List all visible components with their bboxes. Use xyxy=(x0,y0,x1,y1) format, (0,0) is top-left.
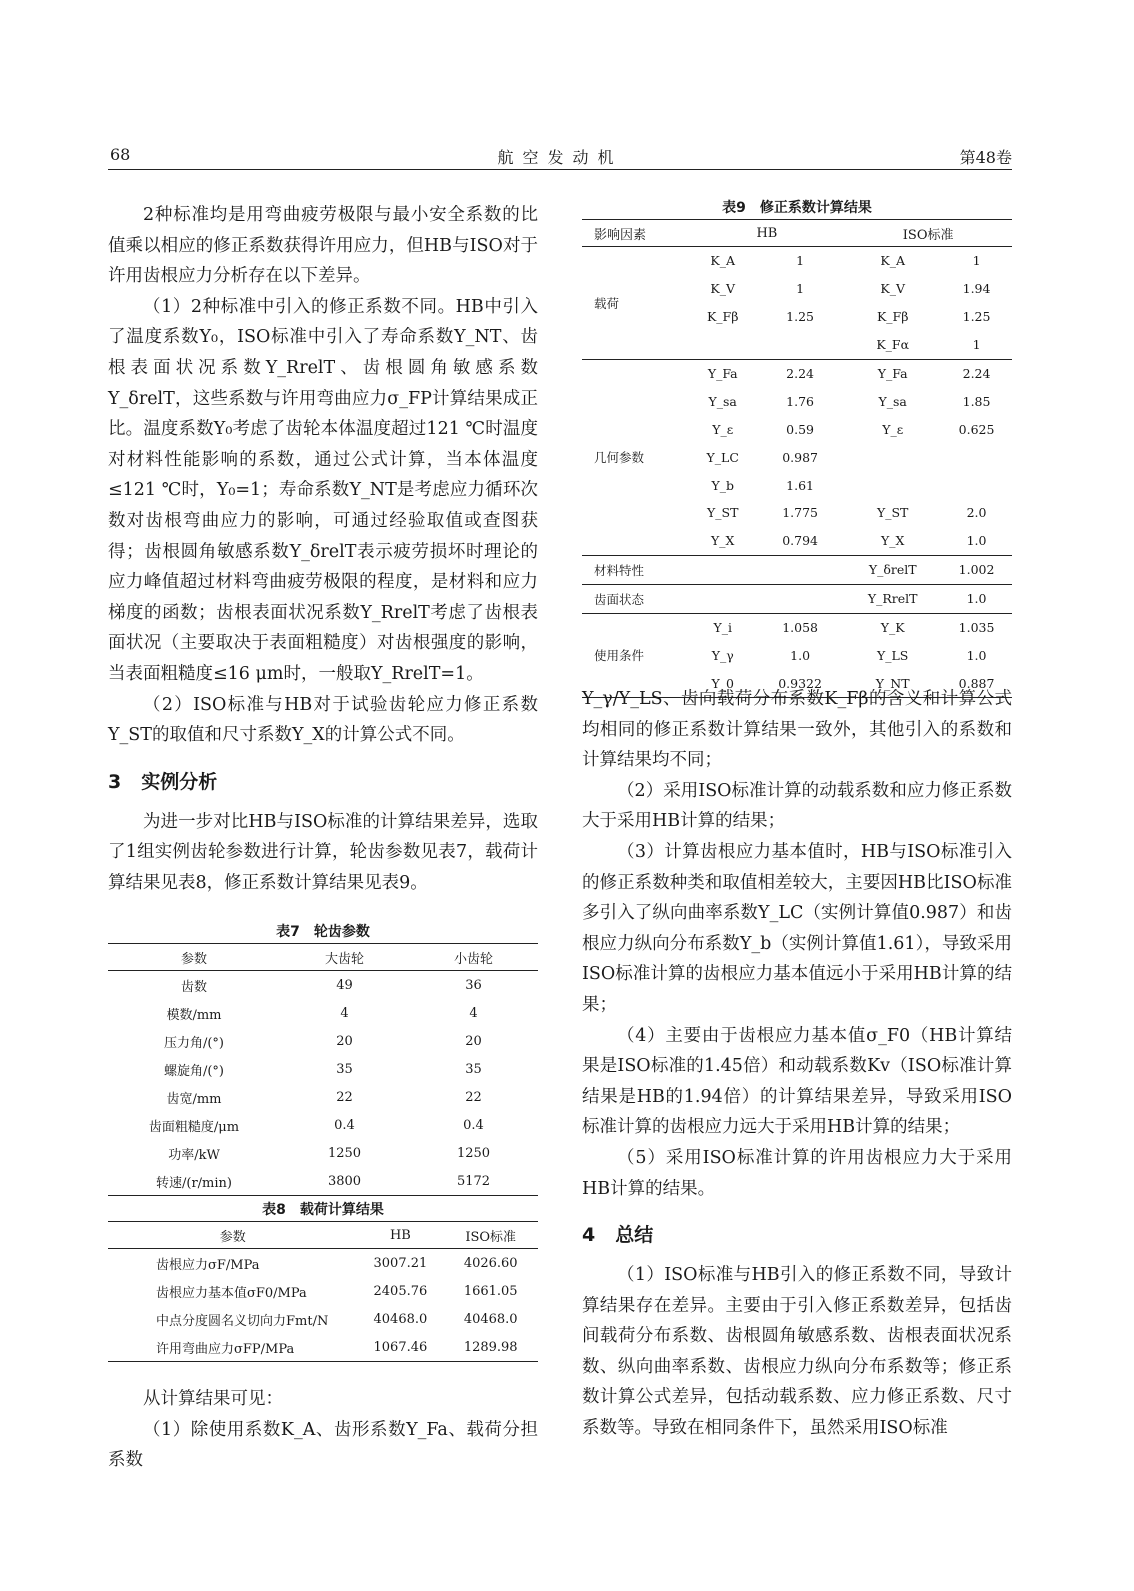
table-cell xyxy=(844,443,941,471)
table-cell: 1.76 xyxy=(786,393,815,409)
table-cell: K_Fβ xyxy=(706,309,739,325)
table-9 xyxy=(582,197,1012,698)
table-row xyxy=(108,1111,538,1139)
table-cell: 1250 xyxy=(456,1145,491,1161)
table-row xyxy=(108,1083,538,1111)
table-cell: 许用弯曲应力σFP/MPa xyxy=(108,1333,357,1362)
page-number: 68 xyxy=(110,145,131,164)
column-header: HB xyxy=(357,1222,443,1249)
table-cell: 压力角/(°) xyxy=(163,1035,225,1051)
left-column-tail xyxy=(108,1384,538,1476)
table-cell: 1.85 xyxy=(962,393,991,409)
table-cell: Y_b xyxy=(711,477,734,493)
table-title: 表7 轮齿参数 xyxy=(276,924,370,940)
table-cell: K_V xyxy=(880,281,905,297)
paragraph: （1）除使用系数K_A、齿形系数Y_Fa、载荷分担系数 xyxy=(108,1419,538,1471)
table-cell: 36 xyxy=(465,977,482,993)
paragraph: （2）ISO标准与HB对于试验齿轮应力修正系数Y_ST的取值和尺寸系数Y_X的计算公式不同。 xyxy=(108,694,538,746)
table-cell: 3007.21 xyxy=(373,1255,428,1271)
table-cell: 齿根应力σF/MPa xyxy=(156,1257,260,1273)
table-cell: 齿宽/mm xyxy=(166,1091,222,1107)
table-title: 表8 载荷计算结果 xyxy=(262,1202,384,1218)
table-cell: 0.4 xyxy=(463,1117,484,1133)
column-header: ISO标准 xyxy=(844,220,1012,247)
table-cell: 模数/mm xyxy=(166,1007,222,1023)
table-cell: 1.0 xyxy=(790,647,811,663)
table-cell: 22 xyxy=(336,1089,353,1105)
table-row xyxy=(108,1277,538,1305)
table-row xyxy=(582,247,1012,275)
group-label: 几何参数 xyxy=(582,359,690,555)
table-cell: 0.887 xyxy=(941,669,1012,697)
table-cell: 3800 xyxy=(280,1167,409,1196)
table-row xyxy=(108,1167,538,1196)
table-cell: 4 xyxy=(340,1005,349,1021)
section-heading: 4 总结 xyxy=(582,1224,654,1247)
table-cell: 1.002 xyxy=(941,555,1012,584)
table-cell: Y_ST xyxy=(876,505,909,521)
table-cell: Y_K xyxy=(844,613,941,641)
table-cell: Y_i xyxy=(690,613,756,641)
table-cell xyxy=(756,555,844,584)
table-cell: Y_γ xyxy=(711,647,734,663)
table-cell xyxy=(690,331,756,359)
right-column xyxy=(582,684,1012,1444)
table-cell: 1 xyxy=(796,253,805,269)
table-cell: Y_ε xyxy=(712,421,734,437)
table-cell: 1 xyxy=(972,253,981,269)
paragraph: （2）采用ISO标准计算的动载系数和应力修正系数大于采用HB计算的结果； xyxy=(582,780,1012,832)
table-cell: 1.25 xyxy=(962,309,991,325)
table-cell: 0.59 xyxy=(786,421,815,437)
table-8 xyxy=(108,1199,538,1362)
paragraph: （3）计算齿根应力基本值时，HB与ISO标准引入的修正系数种类和取值相差较大，主要因HB比ISO标准多引入了纵向曲率系数Y_LC（实例计算值0.987）和齿根应力纵向分布系数Y_b（实例计算值1.61），导致采用ISO标准计算的齿根应力基本值远小于采用HB计算的结果； xyxy=(582,841,1012,1015)
group-label: 使用条件 xyxy=(582,613,690,698)
table-row xyxy=(582,613,1012,641)
table-cell: 4 xyxy=(469,1005,478,1021)
table-cell: 齿面粗糙度/μm xyxy=(148,1119,240,1135)
table-row xyxy=(108,1139,538,1167)
table-cell: 2.24 xyxy=(941,359,1012,387)
table-cell: Y_X xyxy=(711,533,735,549)
table-cell: 0.4 xyxy=(334,1117,355,1133)
group-label: 材料特性 xyxy=(582,555,690,584)
table-cell: 0.794 xyxy=(782,533,818,549)
table-cell: K_Fβ xyxy=(876,309,909,325)
paragraph: （5）采用ISO标准计算的许用齿根应力大于采用HB计算的结果。 xyxy=(582,1147,1012,1199)
table-row xyxy=(108,1055,538,1083)
paragraph: 从计算结果可见： xyxy=(143,1389,283,1409)
table-row xyxy=(108,971,538,1000)
table-cell: 2.24 xyxy=(756,359,844,387)
table-cell: 齿根应力基本值σF0/MPa xyxy=(156,1285,307,1301)
group-label: 载荷 xyxy=(594,295,620,311)
table-row xyxy=(108,1249,538,1278)
table-cell: K_Fα xyxy=(876,337,910,353)
table-cell: 22 xyxy=(465,1089,482,1105)
table-row xyxy=(582,555,1012,584)
table-7 xyxy=(108,921,538,1196)
running-header xyxy=(108,143,1012,170)
table-cell xyxy=(756,584,844,613)
table-cell: 1.25 xyxy=(786,309,815,325)
table-cell: 35 xyxy=(336,1061,353,1077)
table-cell: K_A xyxy=(710,253,736,269)
table-cell: 2405.76 xyxy=(373,1283,428,1299)
table-cell: Y_NT xyxy=(844,669,941,697)
table-cell: Y_RrelT xyxy=(844,584,941,613)
table-cell: 1250 xyxy=(327,1145,362,1161)
table-row xyxy=(108,1333,538,1362)
table-cell: 中点分度圆名义切向力Fmt/N xyxy=(156,1313,329,1329)
table-cell: Y_δrelT xyxy=(844,555,941,584)
table-cell: Y_X xyxy=(880,533,905,549)
table-cell: 1067.46 xyxy=(357,1333,443,1362)
group-label: 齿面状态 xyxy=(582,584,690,613)
paragraph: 2种标准均是用弯曲疲劳极限与最小安全系数的比值乘以相应的修正系数获得许用应力，但HB与ISO对于许用齿根应力分析存在以下差异。 xyxy=(108,205,538,287)
table-cell: 20 xyxy=(336,1033,353,1049)
table-cell xyxy=(756,331,844,359)
table-cell: 功率/kW xyxy=(168,1147,220,1163)
column-header: 影响因素 xyxy=(582,220,690,247)
paragraph: （1）2种标准中引入的修正系数不同。HB中引入了温度系数Y₀，ISO标准中引入了寿命系数Y_NT、齿根表面状况系数Y_RrelT、齿根圆角敏感系数Y_δrelT，这些系数与许用弯曲应力σ_FP计算结果成正比。温度系数Y₀考虑了齿轮本体温度超过121 ℃时温度对材料性能影响的系数，通过公式计算，当本体温度≤121 ℃时，Y₀=1；寿命系数Y_NT是考虑应力循环次数对齿根弯曲应力的影响，可通过经验取值或查图获得；齿根圆角敏感系数Y_δrelT表示疲劳损坏时理论的应力峰值超过材料弯曲疲劳极限的程度，是材料和应力梯度的函数；齿根表面状况系数Y_RrelT考虑了齿根表面状况（主要取决于表面粗糙度）对齿根强度的影响，当表面粗糙度≤16 μm时，一般取Y_RrelT=1。 xyxy=(108,296,538,684)
table-cell: 0.9322 xyxy=(756,669,844,697)
table-row xyxy=(108,1305,538,1333)
column-header: 参数 xyxy=(108,1222,357,1249)
table-cell: 1 xyxy=(972,337,981,353)
table-cell: 40468.0 xyxy=(373,1311,428,1327)
table-cell: 0.625 xyxy=(958,421,995,437)
paragraph: Y_γ/Y_LS、齿向载荷分布系数K_Fβ的含义和计算公式均相同的修正系数计算结果一致外，其他引入的系数和计算结果均不同； xyxy=(582,689,1012,771)
table-cell: 49 xyxy=(336,977,353,993)
table-cell: K_A xyxy=(880,253,905,269)
table-cell: 20 xyxy=(465,1033,482,1049)
volume-label: 第48卷 xyxy=(959,148,1012,167)
table-cell: 0.987 xyxy=(782,449,818,465)
table-cell: 1.0 xyxy=(966,647,987,663)
column-header: 大齿轮 xyxy=(280,944,409,971)
table-cell: 1 xyxy=(796,281,805,297)
table-cell: 1.035 xyxy=(941,613,1012,641)
journal-title: 航空发动机 xyxy=(497,148,623,167)
table-row xyxy=(108,999,538,1027)
table-cell: Y_sa xyxy=(878,393,907,409)
table-cell xyxy=(941,471,1012,499)
table-cell: Y_ε xyxy=(882,421,904,437)
table-cell: 4026.60 xyxy=(463,1255,518,1271)
table-cell: Y_0 xyxy=(690,669,756,697)
table-row xyxy=(582,359,1012,387)
table-cell xyxy=(844,471,941,499)
table-title: 表9 修正系数计算结果 xyxy=(722,200,872,216)
table-cell xyxy=(941,443,1012,471)
table-cell: 1.058 xyxy=(756,613,844,641)
table-cell: Y_Fa xyxy=(690,359,756,387)
left-column xyxy=(108,200,538,898)
table-cell xyxy=(690,555,756,584)
paragraph: （1）ISO标准与HB引入的修正系数不同，导致计算结果存在差异。主要由于引入修正系数差异，包括齿间载荷分布系数、齿根圆角敏感系数、齿根表面状况系数、纵向曲率系数、齿根应力纵向分布系数等；修正系数计算公式差异，包括动载系数、应力修正系数、尺寸系数等。导致在相同条件下，虽然采用ISO标准 xyxy=(582,1265,1012,1439)
table-cell: 1.0 xyxy=(941,584,1012,613)
table-cell: 2.0 xyxy=(966,505,987,521)
paragraph: 为进一步对比HB与ISO标准的计算结果差异，选取了1组实例齿轮参数进行计算，轮齿参数见表7，载荷计算结果见表8，修正系数计算结果见表9。 xyxy=(108,811,538,893)
table-cell: Y_sa xyxy=(708,393,737,409)
column-header: 小齿轮 xyxy=(409,944,538,971)
table-cell: 螺旋角/(°) xyxy=(163,1063,225,1079)
table-cell: Y_Fa xyxy=(844,359,941,387)
table-cell: K_V xyxy=(710,281,736,297)
table-cell: 35 xyxy=(465,1061,482,1077)
column-header: HB xyxy=(690,220,845,247)
table-cell: 齿数 xyxy=(180,979,207,995)
column-header: 参数 xyxy=(108,944,280,971)
table-cell xyxy=(690,584,756,613)
table-cell: 转速/(r/min) xyxy=(108,1167,280,1196)
table-cell: Y_ST xyxy=(707,505,739,521)
table-cell: 1661.05 xyxy=(463,1283,518,1299)
table-row xyxy=(582,584,1012,613)
table-cell: Y_LS xyxy=(877,647,909,663)
table-cell: Y_LC xyxy=(706,449,739,465)
table-cell: 1.0 xyxy=(966,533,987,549)
table-cell: 1289.98 xyxy=(443,1333,538,1362)
section-heading: 3 实例分析 xyxy=(108,770,218,793)
table-cell: 40468.0 xyxy=(463,1311,518,1327)
table-cell: 1.61 xyxy=(786,477,815,493)
table-cell: 1.775 xyxy=(782,505,818,521)
table-row xyxy=(108,1027,538,1055)
table-cell: 1.94 xyxy=(962,281,991,297)
column-header: ISO标准 xyxy=(443,1222,538,1249)
table-cell: 5172 xyxy=(409,1167,538,1196)
paragraph: （4）主要由于齿根应力基本值σ_F0（HB计算结果是ISO标准的1.45倍）和动载系数Kv（ISO标准计算结果是HB的1.94倍）的计算结果差异，导致采用ISO标准计算的齿根应力远大于采用HB计算的结果； xyxy=(582,1025,1012,1138)
